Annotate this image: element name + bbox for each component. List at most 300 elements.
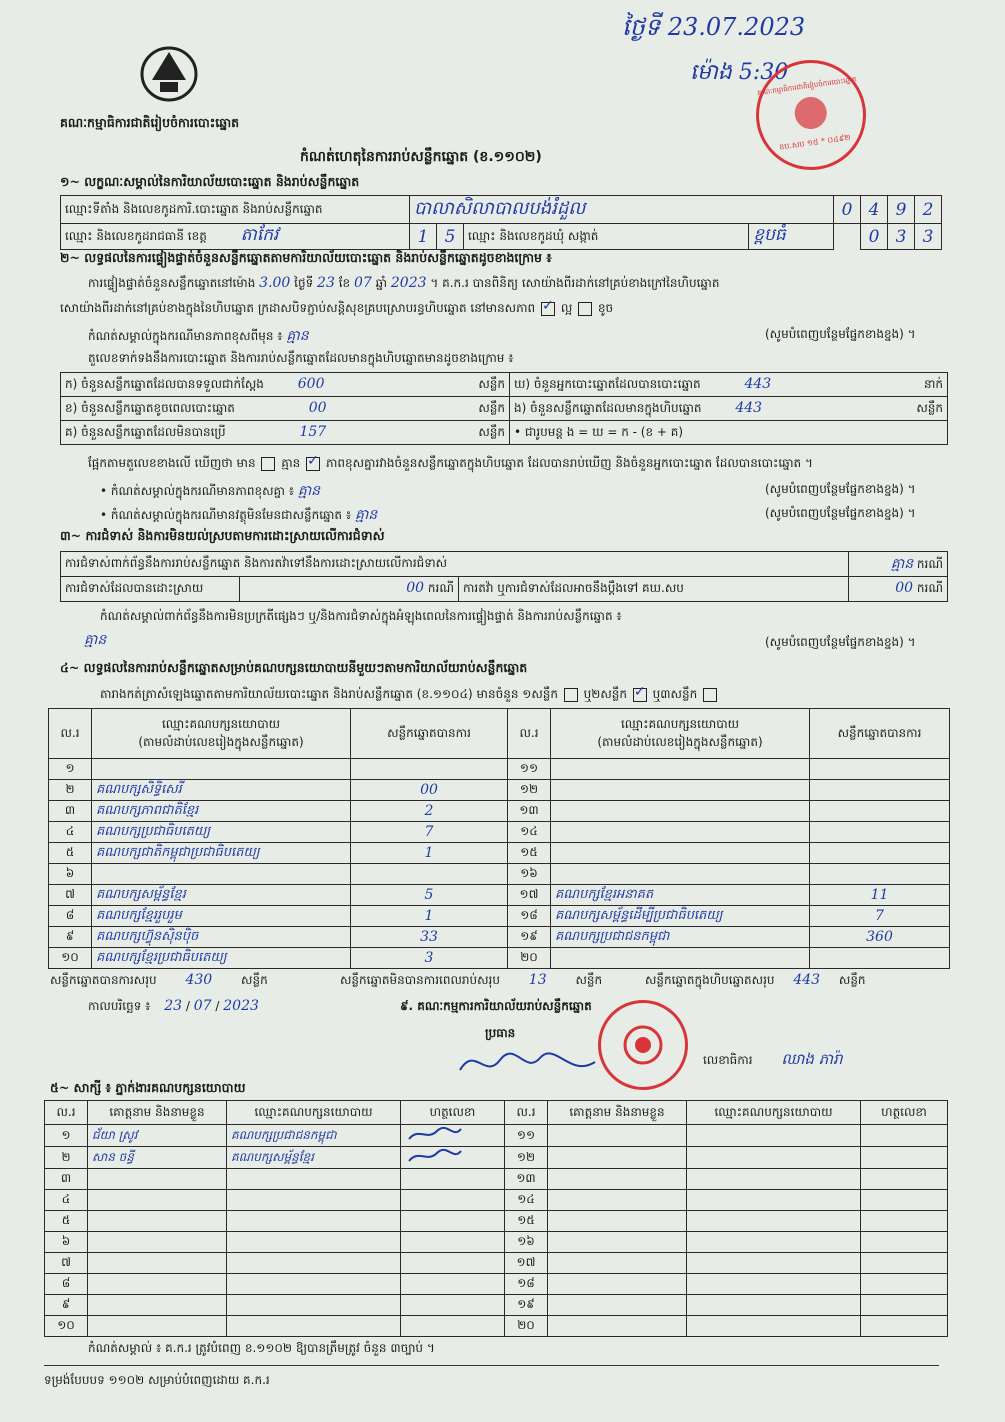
witness-name bbox=[88, 1316, 227, 1337]
official-stamp-bottom bbox=[598, 1000, 688, 1090]
unit-label: សន្លឹក bbox=[478, 424, 505, 439]
witness-party bbox=[687, 1295, 861, 1316]
fill-hint: (សូមបំពេញបន្ថែមផ្នែកខាងខ្នង) ។ bbox=[765, 327, 916, 341]
form-title: កំណត់ហេតុនៃការរាប់សន្លឹកឆ្នោត (ខ.១១០២) bbox=[300, 149, 542, 165]
section4-title: ៤~ លទ្ធផលនៃការរាប់សន្លឹកឆ្នោតសម្រាប់គណបក្សនយោបាយនីមួយៗតាមការិយាល័យរាប់សន្លឹកឆ្នោត bbox=[60, 660, 528, 675]
valid-total-label: សន្លឹកឆ្នោតបានការសរុប bbox=[50, 973, 157, 987]
date-month: 07 bbox=[193, 998, 212, 1014]
tally-sheet-line bbox=[100, 686, 719, 704]
witness-party bbox=[687, 1190, 861, 1211]
appeal-label: ការតវ៉ា ឬការជំទាស់ដែលអាចនឹងប្តឹងទៅ គឃ.សប bbox=[459, 577, 849, 602]
commune-code-digit: 3 bbox=[888, 224, 915, 250]
row-no: ៩ bbox=[49, 927, 92, 948]
cases-unit: ករណី bbox=[916, 581, 943, 595]
year-label: ឆ្នាំ bbox=[375, 276, 388, 290]
witness-signature bbox=[401, 1253, 505, 1274]
station-code-digit: 2 bbox=[915, 196, 942, 224]
table-row bbox=[49, 927, 950, 948]
witness-name bbox=[88, 1274, 227, 1295]
row-no: ៤ bbox=[49, 822, 92, 843]
witness-col-name: គោត្តនាម និងនាមខ្លួន bbox=[88, 1101, 227, 1125]
row-no: ៦ bbox=[49, 864, 92, 885]
party-name bbox=[551, 780, 810, 801]
figures-intro: តួលេខទាក់ទងនឹងការបោះឆ្នោត និងការរាប់សន្លឹកឆ្នោតដែលមានក្នុងហិបឆ្នោតមានដូចខាងក្រោម ៖ bbox=[88, 351, 514, 365]
witness-party bbox=[687, 1125, 861, 1147]
intact-label: ល្អ bbox=[560, 301, 573, 315]
station-code-digit: 0 bbox=[834, 196, 861, 224]
witness-party bbox=[687, 1147, 861, 1169]
unit-label: សន្លឹក bbox=[575, 973, 603, 987]
results-table bbox=[48, 708, 950, 969]
row-no: ៨ bbox=[49, 906, 92, 927]
row-no: ១៣ bbox=[508, 801, 551, 822]
month-label: ខែ bbox=[338, 276, 351, 290]
date-day: 23 bbox=[164, 998, 183, 1014]
party-name bbox=[551, 801, 810, 822]
commune-name: ខ្ពបធំ bbox=[749, 224, 834, 250]
party-votes: 1 bbox=[351, 906, 508, 927]
seal-text: សោយ៉ាងពីរដាក់នៅគ្រប់ខាងក្នុងនៃហិបឆ្នោត ក្រដាសបិទភ្ជាប់សន្តិសុខគ្របស្រោបរន្ធហិបឆ្នោត នៅមានសភាព bbox=[60, 301, 536, 315]
two-sheets-label: ឬ២សន្លឹក bbox=[583, 687, 628, 701]
party-name: គណបក្សហ៊្វុនស៊ិនប៉ិច bbox=[92, 927, 351, 948]
station-code-digit: 9 bbox=[888, 196, 915, 224]
row-no: ១៩ bbox=[505, 1295, 548, 1316]
table-row bbox=[45, 1190, 948, 1211]
witness-name bbox=[88, 1190, 227, 1211]
col-votes-header: សន្លឹកឆ្នោតបានការ bbox=[810, 709, 950, 759]
witness-name bbox=[88, 1253, 227, 1274]
president-label: ប្រធាន bbox=[485, 1026, 516, 1040]
row-no: ១៧ bbox=[508, 885, 551, 906]
unused-value: 157 bbox=[299, 423, 327, 440]
witness-party bbox=[687, 1253, 861, 1274]
secretary-line bbox=[703, 1050, 843, 1072]
commune-code-digit: 3 bbox=[915, 224, 942, 250]
party-name bbox=[551, 822, 810, 843]
row-no: ១៥ bbox=[505, 1211, 548, 1232]
col-no-header: ល.រ bbox=[508, 709, 551, 759]
in-box-value: 443 bbox=[735, 399, 763, 416]
party-votes: 7 bbox=[810, 906, 950, 927]
witness-signature bbox=[861, 1125, 948, 1147]
col-votes-header: សន្លឹកឆ្នោតបានការ bbox=[351, 709, 508, 759]
stamp-text-top: គណៈកម្មាធិការជាតិរៀបចំការបោះឆ្នោត bbox=[756, 74, 858, 97]
province-name: តាកែវ bbox=[240, 225, 279, 245]
witness-col-party: ឈ្មោះគណបក្សនយោបាយ bbox=[687, 1101, 861, 1125]
president-signature bbox=[455, 1040, 605, 1086]
discrepancy-text: ផ្អែកតាមតួលេខខាងលើ ឃើញថា មាន bbox=[88, 456, 256, 470]
col-party-sub: (តាមលំដាប់លេខរៀងក្នុងសន្លឹកឆ្នោត) bbox=[597, 734, 763, 749]
table-row bbox=[49, 801, 950, 822]
witness-col-sign: ហត្ថលេខា bbox=[401, 1101, 505, 1125]
check-time-text: ការផ្ទៀងផ្ទាត់ចំនួនសន្លឹកឆ្នោតនៅម៉ោង bbox=[88, 276, 256, 290]
party-votes: 3 bbox=[351, 948, 508, 969]
party-name: គណបក្សសម្ព័ន្ធខ្មែរ bbox=[92, 885, 351, 906]
table-row bbox=[45, 1169, 948, 1190]
formula: • ជារូបមន្ត ង = ឃ = ក - (ខ + គ) bbox=[510, 421, 948, 445]
party-votes bbox=[351, 864, 508, 885]
day-label: ថ្ងៃទី bbox=[294, 276, 314, 290]
witness-name bbox=[548, 1125, 687, 1147]
witness-signature bbox=[861, 1274, 948, 1295]
witness-name bbox=[548, 1211, 687, 1232]
witness-name: ជ័យា ស្រូវ bbox=[88, 1125, 227, 1147]
row-no: ៦ bbox=[45, 1232, 88, 1253]
appeal-value: 00 bbox=[895, 580, 914, 596]
no-discrepancy-label: គ្មាន bbox=[281, 456, 301, 470]
party-name: គណបក្សប្រជាធិបតេយ្យ bbox=[92, 822, 351, 843]
witness-signature bbox=[401, 1316, 505, 1337]
witness-signature bbox=[401, 1125, 505, 1147]
row-no: ២ bbox=[45, 1147, 88, 1169]
row-no: ៣ bbox=[49, 801, 92, 822]
table-row bbox=[49, 759, 950, 780]
party-votes bbox=[810, 864, 950, 885]
table-row bbox=[49, 843, 950, 864]
col-party-sub: (តាមលំដាប់លេខរៀងក្នុងសន្លឹកឆ្នោត) bbox=[138, 734, 304, 749]
witness-party bbox=[227, 1190, 401, 1211]
row-no: ១៧ bbox=[505, 1253, 548, 1274]
unit-label: នាក់ bbox=[923, 376, 943, 391]
damaged-label: ខូច bbox=[597, 301, 614, 315]
party-votes bbox=[810, 843, 950, 864]
row-no: ១៥ bbox=[508, 843, 551, 864]
table-row bbox=[45, 1316, 948, 1337]
witness-party: គណបក្សសម្ព័ន្ធខ្មែរ bbox=[227, 1147, 401, 1169]
witness-signature bbox=[861, 1211, 948, 1232]
damaged-checkbox[interactable] bbox=[578, 302, 592, 316]
row-no: ១៨ bbox=[505, 1274, 548, 1295]
voters-value: 443 bbox=[744, 375, 772, 392]
party-name bbox=[551, 843, 810, 864]
station-name: បាលាសិលាបាលបង់រំដួល bbox=[410, 196, 834, 224]
row-no: ៣ bbox=[45, 1169, 88, 1190]
voters-label: ឃ) ចំនួនអ្នកបោះឆ្នោតដែលបានបោះឆ្នោត bbox=[514, 376, 701, 391]
party-votes bbox=[351, 759, 508, 780]
table-row bbox=[49, 885, 950, 906]
witness-name bbox=[548, 1190, 687, 1211]
commune-code-digit: 0 bbox=[861, 224, 888, 250]
witness-party bbox=[227, 1295, 401, 1316]
secretary-name: ឈាង ភារ៉ា bbox=[781, 1050, 843, 1068]
ballot-figures-table bbox=[60, 372, 948, 445]
section3-title: ៣~ ការជំទាស់ និងការមិនយល់ស្របតាមការដោះស្រាយលើការជំទាស់ bbox=[60, 528, 385, 543]
object-bullet-label: • កំណត់សម្គាល់ក្នុងករណីមានវត្ថុមិនមែនជាសន្លឹកឆ្នោត ៖ bbox=[100, 508, 352, 522]
row-no: ៥ bbox=[49, 843, 92, 864]
signature-mark bbox=[405, 1125, 465, 1143]
witness-party bbox=[227, 1253, 401, 1274]
check-month-value: 07 bbox=[353, 275, 372, 291]
unit-label: សន្លឹក bbox=[838, 973, 866, 987]
row-no: ៧ bbox=[45, 1253, 88, 1274]
row-no: ១ bbox=[49, 759, 92, 780]
party-votes: 5 bbox=[351, 885, 508, 906]
witness-col-no: ល.រ bbox=[45, 1101, 88, 1125]
discrepancy-line bbox=[88, 455, 813, 473]
invalid-total bbox=[340, 972, 602, 990]
complaints-table bbox=[60, 551, 948, 602]
unused-label: គ) ចំនួនសន្លឹកឆ្នោតដែលមិនបានប្រើ bbox=[65, 424, 226, 439]
party-name: គណបក្សសិទ្ធិសេរី bbox=[92, 780, 351, 801]
unit-label: សន្លឹក bbox=[241, 973, 268, 987]
counting-committee-label: ៩. គណៈកម្មការការិយាល័យរាប់សន្លឹកឆ្នោត bbox=[400, 999, 592, 1013]
committee-name: គណៈកម្មាធិការជាតិរៀបចំការបោះឆ្នោត bbox=[60, 115, 240, 130]
resolved-label: ការជំទាស់ដែលបានដោះស្រាយ bbox=[61, 577, 240, 602]
row-no: ១២ bbox=[505, 1147, 548, 1169]
party-name: គណបក្សខ្មែររួបរួម bbox=[92, 906, 351, 927]
three-sheets-checkbox[interactable] bbox=[703, 688, 717, 702]
party-votes bbox=[810, 948, 950, 969]
row-no: ៧ bbox=[49, 885, 92, 906]
invalid-total-value: 13 bbox=[528, 972, 547, 988]
spoiled-value: 00 bbox=[308, 399, 327, 416]
province-label: ឈ្មោះ និងលេខកូដរាជធានី ខេត្ត bbox=[65, 229, 207, 243]
witness-signature bbox=[401, 1147, 505, 1169]
witness-name bbox=[88, 1232, 227, 1253]
row-no: ២ bbox=[49, 780, 92, 801]
witness-signature bbox=[401, 1274, 505, 1295]
complaints-label: ការជំទាស់ពាក់ព័ន្ធនឹងការរាប់សន្លឹកឆ្នោត និងការតវ៉ាទៅនឹងការដោះស្រាយលើការជំទាស់ bbox=[61, 552, 849, 577]
witness-signature bbox=[861, 1295, 948, 1316]
party-votes bbox=[810, 759, 950, 780]
date-label: កាលបរិច្ឆេទ ៖ bbox=[88, 999, 151, 1013]
row-no: ១៩ bbox=[508, 927, 551, 948]
table-row bbox=[49, 780, 950, 801]
stamp-text-bottom: ខប.សប ១៥ * ០៤៩២ bbox=[778, 132, 851, 152]
tally-sheet-text: តារាងកត់ត្រាសំឡេងឆ្នោតតាមការិយាល័យបោះឆ្នោត និងរាប់សន្លឹកឆ្នោត (ខ.១១០៤) មានចំនួន ១សន្លឹក bbox=[100, 687, 558, 701]
witness-name: សាន ចន្ធី bbox=[88, 1147, 227, 1169]
party-votes: 11 bbox=[810, 885, 950, 906]
fill-hint: (សូមបំពេញបន្ថែមផ្នែកខាងខ្នង) ។ bbox=[765, 506, 916, 520]
row-no: ១៤ bbox=[508, 822, 551, 843]
check-time-line bbox=[88, 275, 719, 293]
row-no: ១៤ bbox=[505, 1190, 548, 1211]
witness-name bbox=[548, 1147, 687, 1169]
stamp-emblem-icon bbox=[783, 88, 838, 137]
party-votes: 7 bbox=[351, 822, 508, 843]
footer-divider bbox=[44, 1365, 939, 1366]
intact-checkbox[interactable] bbox=[541, 302, 555, 316]
row-no: ៤ bbox=[45, 1190, 88, 1211]
row-no: ១១ bbox=[505, 1125, 548, 1147]
witness-party bbox=[227, 1274, 401, 1295]
row-no: ៩ bbox=[45, 1295, 88, 1316]
check-time-value: 3.00 bbox=[259, 275, 291, 291]
party-name: គណបក្សខ្មែរប្រជាធិបតេយ្យ bbox=[92, 948, 351, 969]
check-year-value: 2023 bbox=[390, 275, 427, 291]
check-day-value: 23 bbox=[317, 275, 335, 291]
witness-signature bbox=[861, 1232, 948, 1253]
unit-label: សន្លឹក bbox=[478, 376, 505, 391]
party-votes bbox=[810, 801, 950, 822]
cases-unit: ករណី bbox=[427, 581, 454, 595]
row-no: ១៦ bbox=[508, 864, 551, 885]
party-name bbox=[92, 759, 351, 780]
witness-col-no: ល.រ bbox=[505, 1101, 548, 1125]
diff-bullet bbox=[100, 481, 320, 502]
witness-party: គណបក្សប្រជាជនកម្ពុជា bbox=[227, 1125, 401, 1147]
party-votes: 2 bbox=[351, 801, 508, 822]
witness-name bbox=[88, 1169, 227, 1190]
row-no: ១២ bbox=[508, 780, 551, 801]
witness-party bbox=[227, 1211, 401, 1232]
diff-bullet-value: គ្មាន bbox=[297, 483, 321, 499]
party-votes: 00 bbox=[351, 780, 508, 801]
witness-signature bbox=[401, 1211, 505, 1232]
witness-col-sign: ហត្ថលេខា bbox=[861, 1101, 948, 1125]
fill-hint: (សូមបំពេញបន្ថែមផ្នែកខាងខ្នង) ។ bbox=[765, 635, 916, 649]
nec-emblem bbox=[138, 40, 200, 106]
witness-signature bbox=[861, 1147, 948, 1169]
party-name: គណបក្សខ្មែរអនាគត bbox=[551, 885, 810, 906]
party-name: គណបក្សជាតិកម្ពុជាប្រជាធិបតេយ្យ bbox=[92, 843, 351, 864]
complaints-value: គ្មាន bbox=[890, 555, 914, 572]
table-row bbox=[49, 948, 950, 969]
witness-signature bbox=[861, 1190, 948, 1211]
party-votes: 360 bbox=[810, 927, 950, 948]
invalid-total-label: សន្លឹកឆ្នោតមិនបានការពេលរាប់សរុប bbox=[340, 973, 500, 987]
check-time-text-end: ។ គ.ក.រ បានពិនិត្យ សោយ៉ាងពីរដាក់នៅគ្រប់ខាងក្រៅនៃហិបឆ្នោត bbox=[430, 276, 720, 290]
witness-party bbox=[687, 1211, 861, 1232]
cases-unit: ករណី bbox=[916, 556, 943, 571]
witness-name bbox=[548, 1232, 687, 1253]
spoiled-label: ខ) ចំនួនសន្លឹកឆ្នោតខូចពេលបោះឆ្នោត bbox=[65, 400, 235, 415]
witness-name bbox=[548, 1295, 687, 1316]
received-label: ក) ចំនួនសន្លឹកឆ្នោតដែលបានទទួលជាក់ស្តែង bbox=[65, 376, 264, 391]
row-no: ១៨ bbox=[508, 906, 551, 927]
witness-name bbox=[548, 1316, 687, 1337]
diff-note-label: កំណត់សម្គាល់ក្នុងករណីមានភាពខុសពីមុន ៖ bbox=[88, 329, 283, 343]
witness-party bbox=[227, 1232, 401, 1253]
witness-name bbox=[548, 1274, 687, 1295]
row-no: ៥ bbox=[45, 1211, 88, 1232]
irregularity-note-label: កំណត់សម្គាល់ពាក់ព័ន្ធនឹងការមិនប្រក្រតីផ្សេងៗ ឬ/និងការជំទាស់ក្នុងអំឡុងពេលនៃការផ្ទៀងផ្ទាត់ និងការរាប់សន្លឹកឆ្នោត ៖ bbox=[100, 609, 622, 623]
commune-label: ឈ្មោះ និងលេខកូដឃុំ សង្កាត់ bbox=[464, 224, 749, 250]
table-row bbox=[45, 1211, 948, 1232]
diff-note-value: គ្មាន bbox=[286, 328, 309, 344]
received-value: 600 bbox=[297, 375, 325, 392]
table-row bbox=[45, 1253, 948, 1274]
party-votes bbox=[810, 822, 950, 843]
resolved-value: 00 bbox=[406, 580, 425, 596]
party-name: គណបក្សសម្ព័ន្ធដើម្បីប្រជាធិបតេយ្យ bbox=[551, 906, 810, 927]
three-sheets-label: ឬ៣សន្លឹក bbox=[652, 687, 698, 701]
row-no: ១១ bbox=[508, 759, 551, 780]
witness-party bbox=[227, 1169, 401, 1190]
station-label: ឈ្មោះទីតាំង និងលេខកូដការិ.បោះឆ្នោត និងរាប់សន្លឹកឆ្នោត bbox=[61, 196, 410, 224]
witness-signature bbox=[861, 1169, 948, 1190]
party-votes: 1 bbox=[351, 843, 508, 864]
witness-col-party: ឈ្មោះគណបក្សនយោបាយ bbox=[227, 1101, 401, 1125]
row-no: ១៣ bbox=[505, 1169, 548, 1190]
unit-label: សន្លឹក bbox=[478, 400, 505, 415]
province-code-digit: 5 bbox=[437, 224, 464, 250]
table-row bbox=[45, 1147, 948, 1169]
row-no: ១០ bbox=[49, 948, 92, 969]
party-votes: 33 bbox=[351, 927, 508, 948]
table-row bbox=[45, 1295, 948, 1316]
diff-bullet-label: • កំណត់សម្គាល់ក្នុងករណីមានភាពខុសគ្នា ៖ bbox=[100, 484, 295, 498]
witness-party bbox=[687, 1316, 861, 1337]
diff-note-line bbox=[88, 326, 309, 347]
witness-signature bbox=[401, 1190, 505, 1211]
witness-table bbox=[44, 1100, 948, 1337]
row-no: ៨ bbox=[45, 1274, 88, 1295]
col-party-header: ឈ្មោះគណបក្សនយោបាយ bbox=[620, 716, 740, 731]
table-row bbox=[45, 1125, 948, 1147]
col-no-header: ល.រ bbox=[49, 709, 92, 759]
signature-mark bbox=[405, 1147, 465, 1165]
footer-note: កំណត់សម្គាល់ ៖ គ.ក.រ ត្រូវបំពេញ ខ.១១០២ ឱ្យបានត្រឹមត្រូវ ចំនួន ៣ច្បាប់ ។ bbox=[88, 1341, 435, 1355]
in-box-label: ង) ចំនួនសន្លឹកឆ្នោតដែលមានក្នុងហិបឆ្នោត bbox=[514, 400, 702, 415]
box-total bbox=[645, 972, 866, 990]
witness-signature bbox=[401, 1295, 505, 1316]
party-name bbox=[551, 759, 810, 780]
section2-title: ២~ លទ្ធផលនៃការផ្ទៀងផ្ទាត់ចំនួនសន្លឹកឆ្នោតតាមការិយាល័យបោះឆ្នោត និងរាប់សន្លឹកឆ្នោតដូចខាងក្រោម ៖ bbox=[60, 250, 552, 265]
party-name bbox=[551, 948, 810, 969]
discrepancy-text-end: ភាពខុសគ្នារវាងចំនួនសន្លឹកឆ្នោតក្នុងហិបឆ្នោត ដែលបានរាប់ឃើញ និងចំនួនអ្នកបោះឆ្នោត ដែលបានបោះឆ្នោត ។ bbox=[325, 456, 813, 470]
witness-party bbox=[687, 1232, 861, 1253]
witness-signature bbox=[861, 1316, 948, 1337]
table-row bbox=[49, 906, 950, 927]
row-no: ២០ bbox=[505, 1316, 548, 1337]
row-no: ១ bbox=[45, 1125, 88, 1147]
date-year: 2023 bbox=[223, 998, 259, 1014]
box-total-value: 443 bbox=[793, 972, 821, 988]
witness-party bbox=[227, 1316, 401, 1337]
handwritten-date: ថ្ងៃទី 23.07.2023 bbox=[622, 13, 806, 41]
row-no: ១០ bbox=[45, 1316, 88, 1337]
two-sheets-checkbox[interactable] bbox=[633, 688, 647, 702]
party-name: គណបក្សភាពជាតិខ្មែរ bbox=[92, 801, 351, 822]
witness-name bbox=[88, 1295, 227, 1316]
table-row bbox=[45, 1232, 948, 1253]
witness-party bbox=[687, 1169, 861, 1190]
station-code-digit: 4 bbox=[861, 196, 888, 224]
no-discrepancy-checkbox[interactable] bbox=[306, 457, 320, 471]
station-table bbox=[60, 195, 942, 250]
province-code-digit: 1 bbox=[410, 224, 437, 250]
party-votes bbox=[810, 780, 950, 801]
stamp-emblem-icon bbox=[619, 1021, 667, 1069]
handwritten-time: ម៉ោង 5:30 bbox=[690, 60, 789, 85]
section1-title: ១~ លក្ខណៈសម្គាល់នៃការិយាល័យបោះឆ្នោត និងរាប់សន្លឹកឆ្នោត bbox=[60, 174, 360, 189]
witness-name bbox=[88, 1211, 227, 1232]
witness-party bbox=[687, 1274, 861, 1295]
table-row bbox=[49, 864, 950, 885]
party-name: គណបក្សប្រជាជនកម្ពុជា bbox=[551, 927, 810, 948]
unit-label: សន្លឹក bbox=[916, 400, 943, 415]
witness-signature bbox=[861, 1253, 948, 1274]
row-no: ១៦ bbox=[505, 1232, 548, 1253]
col-party-header: ឈ្មោះគណបក្សនយោបាយ bbox=[161, 716, 281, 731]
date-line: កាលបរិច្ឆេទ ៖ 23 / 07 / 2023 bbox=[88, 998, 259, 1014]
witness-name bbox=[548, 1253, 687, 1274]
secretary-label: លេខាធិការ bbox=[703, 1053, 753, 1067]
witness-signature bbox=[401, 1232, 505, 1253]
fill-hint: (សូមបំពេញបន្ថែមផ្នែកខាងខ្នង) ។ bbox=[765, 482, 916, 496]
has-discrepancy-checkbox[interactable] bbox=[261, 457, 275, 471]
form-id: ទម្រង់បែបបទ ១១០២ សម្រាប់បំពេញដោយ គ.ក.រ bbox=[44, 1373, 270, 1387]
witness-col-name: គោត្តនាម និងនាមខ្លួន bbox=[548, 1101, 687, 1125]
valid-total-value: 430 bbox=[185, 972, 213, 988]
section5-title: ៥~ សាក្សី ៖ ភ្នាក់ងារគណបក្សនយោបាយ bbox=[50, 1080, 246, 1095]
witness-name bbox=[548, 1169, 687, 1190]
box-total-label: សន្លឹកឆ្នោតក្នុងហិបឆ្នោតសរុប bbox=[645, 973, 775, 987]
party-name bbox=[551, 864, 810, 885]
one-sheet-checkbox[interactable] bbox=[564, 688, 578, 702]
object-bullet-value: គ្មាន bbox=[354, 507, 378, 523]
